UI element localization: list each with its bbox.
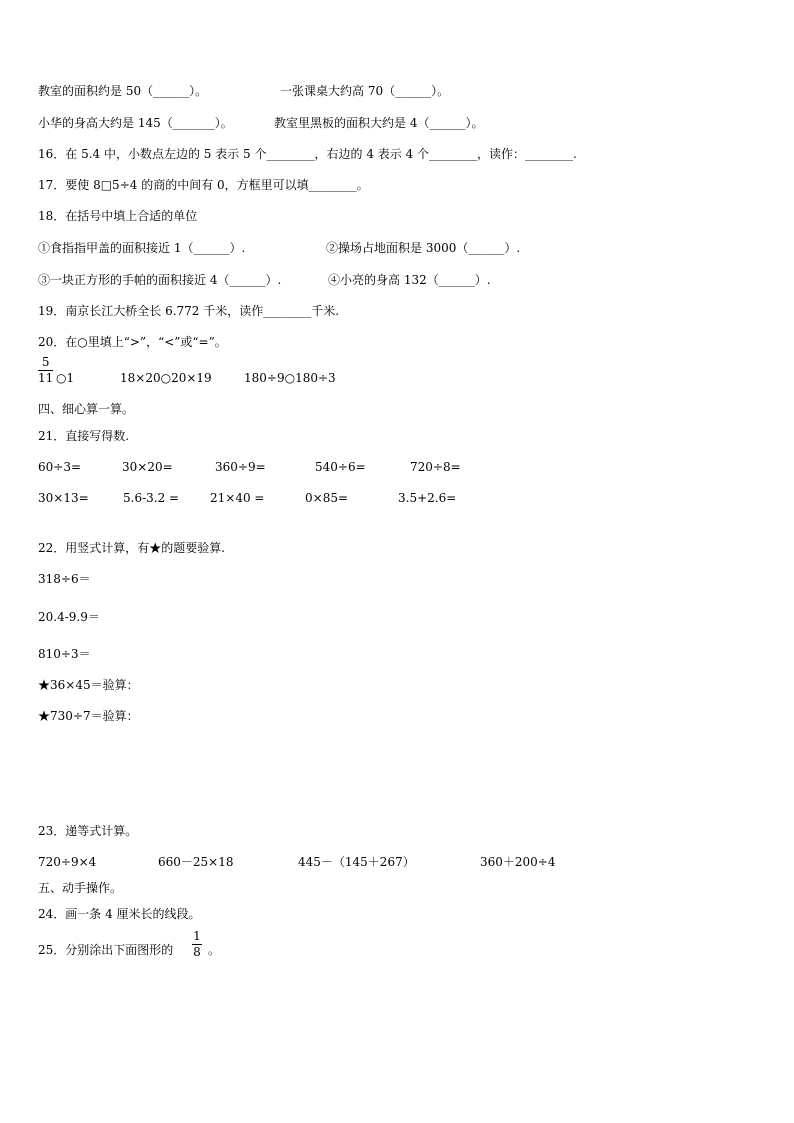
section-4-heading: 四、细心算一算。 bbox=[38, 402, 135, 416]
q22-item: 810÷3＝ bbox=[38, 647, 91, 661]
question-16: 16．在 5.4 中，小数点左边的 5 表示 5 个________，右边的 4 表示 4 个________，读作：________. bbox=[38, 147, 577, 161]
blackboard-area-item: 教室里黑板的面积大约是 4（______）。 bbox=[274, 116, 484, 130]
q18-item-a: ①食指指甲盖的面积接近 1（______）. bbox=[38, 241, 246, 255]
q18-item-b: ②操场占地面积是 3000（______）. bbox=[326, 241, 521, 255]
q22-item: 318÷6＝ bbox=[38, 572, 91, 586]
q21-r2-item: 30×13= bbox=[38, 491, 89, 505]
q23-item: 720÷9×4 bbox=[38, 855, 97, 869]
q23-item: 445－（145＋267） bbox=[298, 855, 415, 869]
question-20-title: 20．在○里填上“>”，“<”或“=”。 bbox=[38, 335, 227, 349]
q21-r2-item: 21×40 = bbox=[210, 491, 265, 505]
q18-item-c: ③一块正方形的手帕的面积接近 4（______）. bbox=[38, 273, 282, 287]
question-25-suffix: 。 bbox=[208, 943, 221, 957]
q22-item: 20.4-9.9＝ bbox=[38, 610, 100, 624]
fraction-numerator: 1 bbox=[193, 929, 201, 943]
classroom-area-item: 教室的面积约是 50（______）。 bbox=[38, 84, 208, 98]
q21-r1-item: 540÷6= bbox=[315, 460, 366, 474]
section-5-heading: 五、动手操作。 bbox=[38, 881, 123, 895]
q23-item: 360＋200÷4 bbox=[480, 855, 556, 869]
q21-r1-item: 30×20= bbox=[122, 460, 173, 474]
question-17: 17．要使 8□5÷4 的商的中间有 0，方框里可以填________。 bbox=[38, 178, 369, 192]
fraction-denominator: 11 bbox=[38, 371, 54, 385]
q20-compare-1-tail: ○1 bbox=[56, 371, 75, 385]
question-25-prefix: 25．分别涂出下面图形的 bbox=[38, 943, 174, 957]
xiaohua-height-item: 小华的身高大约是 145（_______）。 bbox=[38, 116, 233, 130]
question-22-title: 22．用竖式计算，有★的题要验算. bbox=[38, 541, 226, 555]
q21-r1-item: 60÷3= bbox=[38, 460, 82, 474]
q21-r1-item: 720÷8= bbox=[410, 460, 461, 474]
fraction-denominator: 8 bbox=[193, 945, 201, 959]
fraction-numerator: 5 bbox=[41, 355, 50, 369]
q22-item: ★36×45＝验算： bbox=[38, 678, 139, 692]
question-18-title: 18．在括号中填上合适的单位 bbox=[38, 209, 198, 223]
q21-r2-item: 0×85= bbox=[305, 491, 349, 505]
question-21-title: 21．直接写得数. bbox=[38, 429, 130, 443]
fraction-1-8 bbox=[192, 930, 202, 959]
q20-compare-3: 180÷9○180÷3 bbox=[244, 371, 336, 385]
q21-r2-item: 3.5+2.6= bbox=[398, 491, 457, 505]
q23-item: 660－25×18 bbox=[158, 855, 234, 869]
fraction-5-11 bbox=[38, 356, 53, 385]
q21-r2-item: 5.6-3.2 = bbox=[123, 491, 180, 505]
question-23-title: 23．递等式计算。 bbox=[38, 824, 138, 838]
q22-item: ★730÷7＝验算： bbox=[38, 709, 139, 723]
question-24: 24．画一条 4 厘米长的线段。 bbox=[38, 907, 201, 921]
question-19: 19．南京长江大桥全长 6.772 千米，读作________千米. bbox=[38, 304, 340, 318]
q18-item-d: ④小亮的身高 132（______）. bbox=[328, 273, 491, 287]
desk-height-item: 一张课桌大约高 70（______）。 bbox=[280, 84, 450, 98]
q20-compare-2: 18×20○20×19 bbox=[120, 371, 212, 385]
q21-r1-item: 360÷9= bbox=[215, 460, 266, 474]
